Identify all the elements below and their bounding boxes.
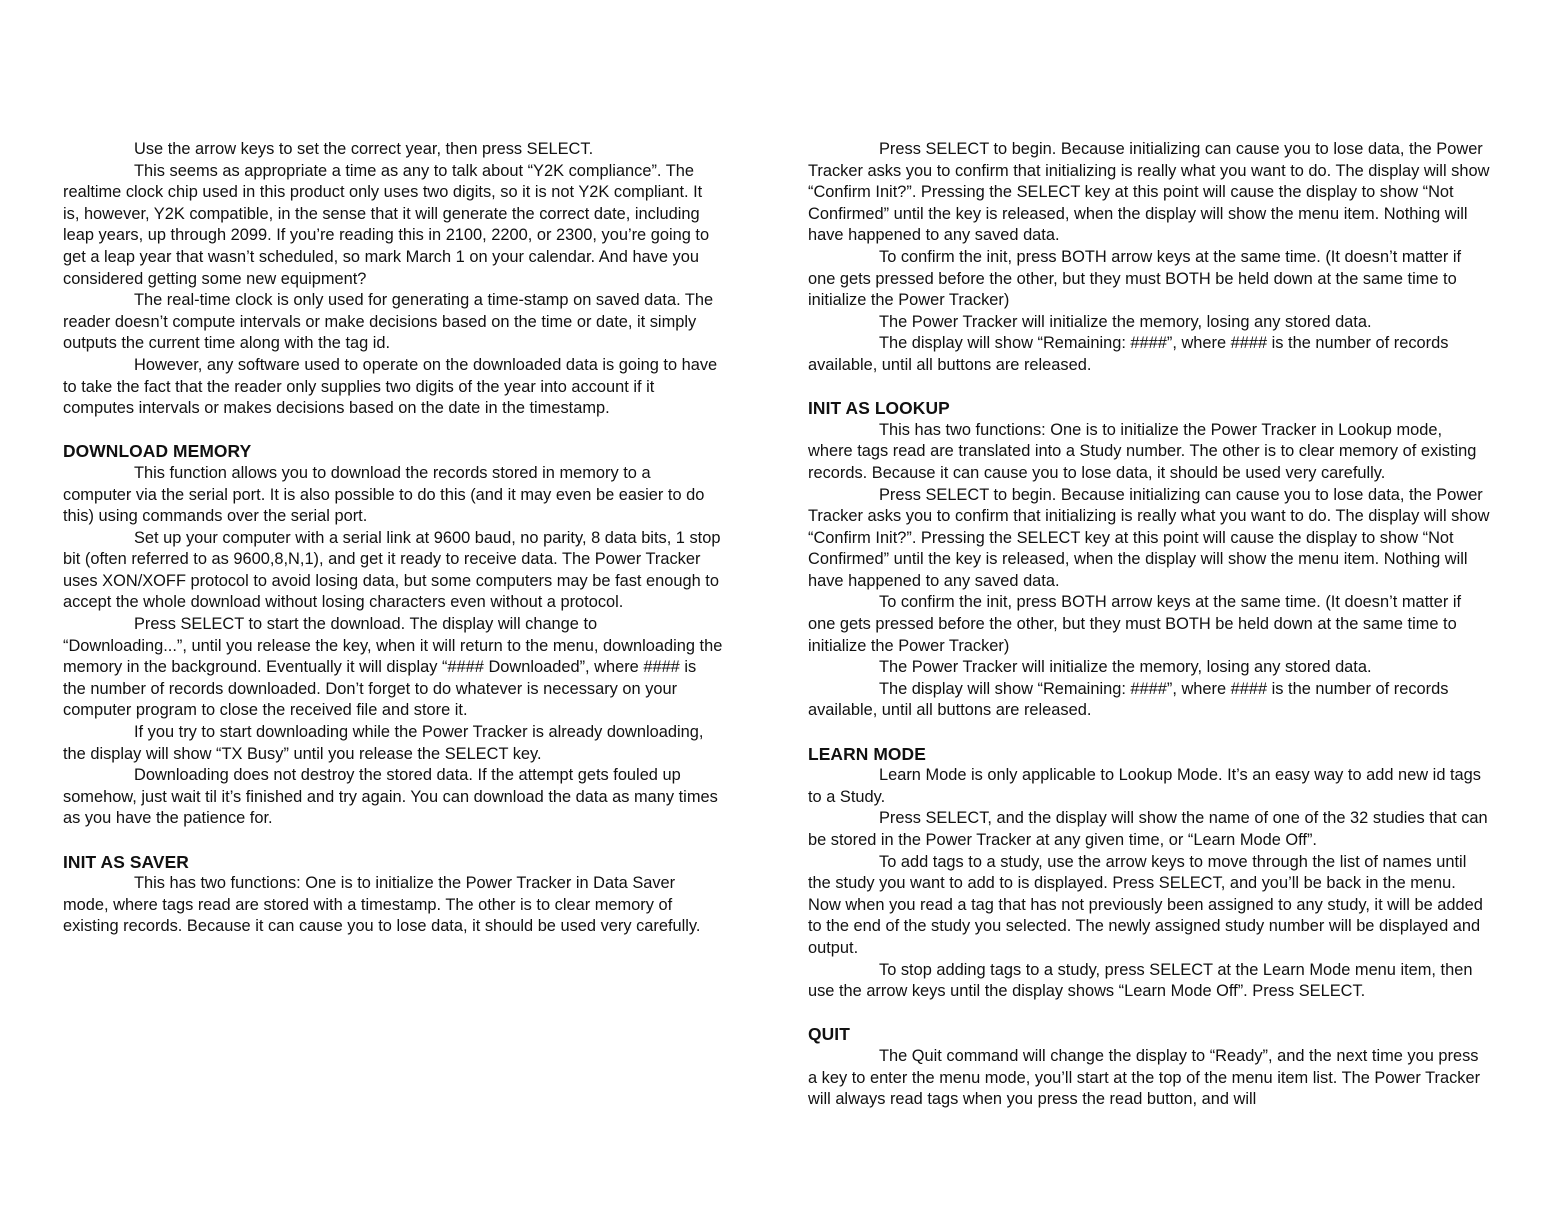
paragraph: Set up your computer with a serial link at 9600 baud, no parity, 8 data bits, 1 stop bit (often referred to as 9600,8,N,1), and get it ready to receive data. The Power Tracker uses XON/XOFF protocol to avoid losing data, but some computers may be fast enough to accept the whole download without losing characters even without a protocol. bbox=[63, 528, 721, 612]
paragraph: This seems as appropriate a time as any to talk about “Y2K compliance”. The realtime clock chip used in this product only uses two digits, so it is not Y2K compliant. It is, however, Y2K compatible, in the sense that it will generate the correct date, including leap years, up through 2099. If you’re reading this in 2100, 2200, or 2300, you’re going to get a leap year that wasn’t scheduled, so mark March 1 on your calendar. And have you considered getting some new equipment? bbox=[63, 161, 710, 288]
paragraph: The Power Tracker will initialize the memory, losing any stored data. bbox=[879, 658, 1372, 677]
paragraph: To add tags to a study, use the arrow keys to move through the list of names until the study you want to add to is displayed. Press SELECT, and you’ll be back in the menu. Now when you read a tag that has not previously been assigned to any study, it will be added to the end of the study you selected. The newly assigned study number will be displayed and output. bbox=[808, 852, 1483, 957]
paragraph: This has two functions: One is to initialize the Power Tracker in Data Saver mode, where tags read are stored with a timestamp. The other is to clear memory of existing records. Because it can cause you to lose data, it should be used very carefully. bbox=[63, 874, 701, 936]
paragraph: Press SELECT to start the download. The display will change to “Downloading...”, until you release the key, when it will return to the menu, downloading the memory in the background. Eventually it will display “#### Downloaded”, where #### is the number of records downloaded. Don’t forget to do whatever is necessary on your computer program to close the received file and store it. bbox=[63, 615, 723, 720]
section-heading-download-memory: DOWNLOAD MEMORY bbox=[63, 441, 252, 462]
paragraph: To stop adding tags to a study, press SELECT at the Learn Mode menu item, then use the arrow keys until the display shows “Learn Mode Off”. Press SELECT. bbox=[808, 960, 1473, 1001]
paragraph: To confirm the init, press BOTH arrow keys at the same time. (It doesn’t matter if one gets pressed before the other, but they must BOTH be held down at the same time to initialize the Power Tracker) bbox=[808, 593, 1462, 655]
paragraph: The display will show “Remaining: ####”, where #### is the number of records available, until all buttons are released. bbox=[808, 679, 1449, 720]
paragraph: This has two functions: One is to initialize the Power Tracker in Lookup mode, where tags read are translated into a Study number. The other is to clear memory of existing records. Because it can cause you to lose data, it should be used very carefully. bbox=[808, 420, 1477, 482]
paragraph: Press SELECT to begin. Because initializing can cause you to lose data, the Power Tracker asks you to confirm that initializing is really what you want to do. The display will show “Confirm Init?”. Pressing the SELECT key at this point will cause the display to show “Not Confirmed” until the key is released, when the display will show the menu item. Nothing will have happened to any saved data. bbox=[808, 485, 1490, 590]
paragraph: However, any software used to operate on the downloaded data is going to have to take the fact that the reader only supplies two digits of the year into account if it computes intervals or makes decisions based on the date in the timestamp. bbox=[63, 355, 718, 418]
section-heading-quit: QUIT bbox=[808, 1024, 850, 1045]
section-heading-learn-mode: LEARN MODE bbox=[808, 743, 926, 764]
right-column bbox=[808, 139, 1491, 1111]
paragraph: The Quit command will change the display to “Ready”, and the next time you press a key to enter the menu mode, you’ll start at the top of the menu item list. The Power Tracker will always read tags when you press the read button, and will bbox=[808, 1046, 1481, 1109]
section-heading-init-as-lookup: INIT AS LOOKUP bbox=[808, 398, 950, 419]
paragraph: The real-time clock is only used for generating a time-stamp on saved data. The reader doesn’t compute intervals or make decisions based on the time or date, it simply outputs the current time along with the tag id. bbox=[63, 291, 714, 353]
paragraph: Use the arrow keys to set the correct year, then press SELECT. bbox=[134, 140, 594, 158]
paragraph: The display will show “Remaining: ####”, where #### is the number of records available, until all buttons are released. bbox=[808, 334, 1449, 374]
paragraph: Learn Mode is only applicable to Lookup Mode. It’s an easy way to add new id tags to a Study. bbox=[808, 766, 1481, 806]
paragraph: The Power Tracker will initialize the memory, losing any stored data. bbox=[879, 312, 1372, 331]
paragraph: To confirm the init, press BOTH arrow keys at the same time. (It doesn’t matter if one gets pressed before the other, but they must BOTH be held down at the same time to initialize the Power Tracker) bbox=[808, 247, 1462, 310]
paragraph: If you try to start downloading while the Power Tracker is already downloading, the display will show “TX Busy” until you release the SELECT key. bbox=[63, 723, 704, 763]
paragraph: This function allows you to download the records stored in memory to a computer via the serial port. It is also possible to do this (and it may even be easier to do this) using commands over the serial port. bbox=[63, 463, 705, 526]
paragraph: Press SELECT, and the display will show the name of one of the 32 studies that can be stored in the Power Tracker at any given time, or “Learn Mode Off”. bbox=[808, 809, 1488, 849]
paragraph: Press SELECT to begin. Because initializing can cause you to lose data, the Power Tracker asks you to confirm that initializing is really what you want to do. The display will show “Confirm Init?”. Pressing the SELECT key at this point will cause the display to show “Not Confirmed” until the key is released, when the display will show the menu item. Nothing will have happened to any saved data. bbox=[808, 140, 1490, 245]
paragraph: Downloading does not destroy the stored data. If the attempt gets fouled up somehow, just wait til it’s finished and try again. You can download the data as many times as you have the patience for. bbox=[63, 766, 718, 828]
left-column bbox=[63, 139, 723, 938]
section-heading-init-as-saver: INIT AS SAVER bbox=[63, 851, 189, 872]
